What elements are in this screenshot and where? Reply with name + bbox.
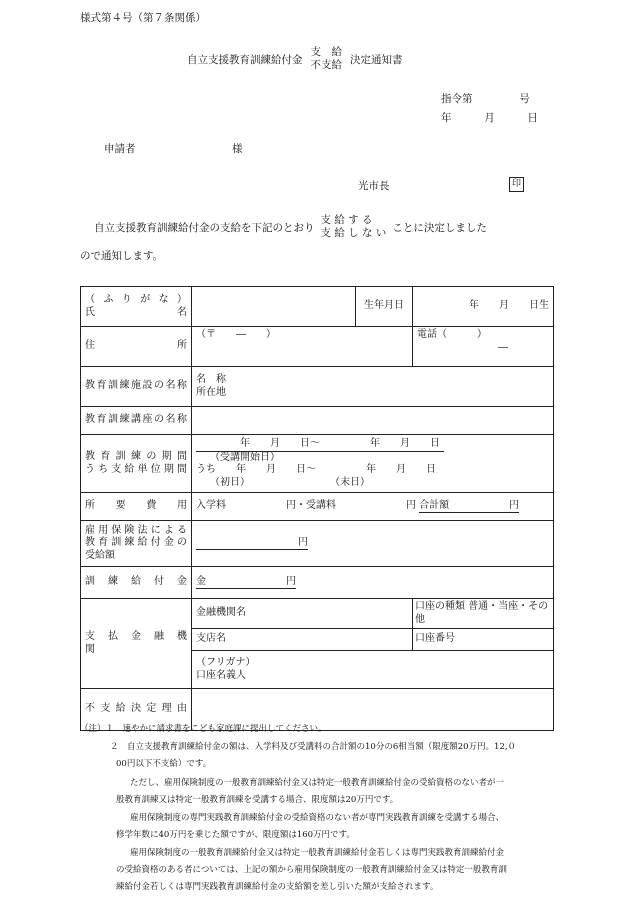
title-suffix: 決定通知書 — [350, 53, 403, 66]
facility-label: 教育訓練施設の名称 — [81, 367, 192, 407]
branch-label: 支店名 — [196, 633, 226, 645]
ref-year: 年 — [441, 112, 452, 124]
title-option-deny: 不支給 — [310, 59, 342, 72]
ei-value: 円 — [196, 537, 308, 551]
form-number: 様式第４号（第７条関係） — [80, 12, 206, 24]
note-3-cont: 般教育訓練又は特定一般教育訓練を受講する場合、限度額は20万円です。 — [116, 795, 399, 805]
ei-label2: 教育訓練給付金の — [85, 537, 187, 549]
account-type-options: 普通・当座・その他 — [415, 601, 549, 625]
reference-date — [441, 110, 538, 125]
cost-admission: 入学料 円・受講料 円 — [196, 499, 416, 511]
reference-suffix: 号 — [519, 93, 530, 105]
ei-label1: 雇用保険法による — [85, 524, 187, 536]
reason-label: 不支給決定理由 — [81, 689, 192, 731]
issuer-name: 光市長 — [358, 180, 390, 192]
row-address — [81, 327, 554, 367]
holder-kana-label: （フリガナ） — [196, 657, 256, 668]
birth-label: 生年月日 — [356, 287, 413, 327]
applicant-label: 申請者 — [104, 143, 136, 155]
account-type-label: 口座の種類 — [415, 601, 465, 612]
row-course — [81, 407, 554, 435]
benefit-label: 訓 練 給 付 金 — [81, 567, 192, 599]
note-2: ２ 自立支援教育訓練給付金の額は、入学料及び受講料の合計額の10分の6相当額（限度額20万円。12,０ — [110, 742, 517, 752]
applicant-honorific: 様 — [232, 143, 243, 155]
title-prefix: 自立支援教育訓練給付金 — [187, 53, 303, 66]
facility-field[interactable] — [192, 367, 554, 407]
ref-month: 月 — [484, 112, 495, 124]
ref-day: 日 — [527, 112, 538, 124]
name-field[interactable] — [192, 287, 356, 327]
period-line1: 年 月 日～ 年 月 日 — [196, 438, 444, 452]
issuer-seal: 印 — [509, 177, 524, 192]
period-label-cell — [81, 435, 192, 493]
body-after: ことに決定しました — [392, 221, 487, 234]
row-name — [81, 287, 554, 327]
holder-field[interactable] — [192, 651, 554, 689]
ei-label-cell — [81, 521, 192, 567]
note-5: 雇用保険制度の一般教育訓練給付金又は特定一般教育訓練給付金若しくは専門実践教育訓練給付金 — [130, 848, 505, 858]
period-line3: うち 年 月 日～ 年 月 日 — [196, 464, 436, 475]
cost-label: 所 要 費 用 — [81, 493, 192, 521]
ei-label3: 受給額 — [85, 549, 115, 561]
address-label: 住 所 — [81, 327, 192, 367]
body-option-deny: 支 給 し な い — [320, 227, 387, 240]
decision-form-table — [80, 286, 554, 731]
notice-body — [94, 214, 487, 240]
branch-field[interactable] — [192, 629, 413, 651]
title-options — [311, 46, 343, 72]
period-start-note: （受講開始日） — [210, 451, 280, 463]
body-option-grant: 支 給 す る — [320, 214, 373, 226]
row-period — [81, 435, 554, 493]
note-2-cont: 00円以下不支給）です。 — [116, 759, 212, 769]
note-5-cont2: 練給付金若しくは専門実践教育訓練給付金の支給額を差し引いた額が支給されます。 — [116, 882, 439, 892]
ei-field[interactable] — [192, 521, 554, 567]
body-line2: ので通知します。 — [80, 250, 164, 262]
birth-value: 年 月 日生 — [469, 300, 549, 312]
phone-dash: ― — [498, 341, 508, 353]
cost-total: 合計額 円 — [419, 500, 519, 514]
account-number-field[interactable] — [413, 629, 554, 651]
furigana-label: （ ふ り が な ） — [85, 294, 187, 305]
name-label-cell — [81, 287, 192, 327]
row-ei — [81, 521, 554, 567]
document-title — [187, 46, 403, 72]
phone-field[interactable] — [413, 327, 554, 367]
row-cost — [81, 493, 554, 521]
row-facility — [81, 367, 554, 407]
note-4-cont: 修学年数に40万円を乗じた額ですが、限度額は160万円です。 — [116, 830, 355, 840]
facility-name-label: 名 称 — [196, 374, 226, 385]
bank-label: 支 払 金 融 機 関 — [81, 599, 192, 689]
holder-label: 口座名義人 — [196, 669, 246, 681]
cost-field[interactable] — [192, 493, 554, 521]
phone-label: 電話（ ） — [417, 329, 487, 340]
reference-prefix: 指令第 — [441, 93, 473, 105]
note-1: （注）１ 速やかに請求書をこども家庭課に提出してください。 — [80, 724, 327, 734]
name-label: 氏 名 — [85, 306, 187, 318]
note-3: ただし、雇用保険制度の一般教育訓練給付金又は特定一般教育訓練給付金の受給資格のない者が一 — [130, 778, 505, 788]
facility-location-label: 所在地 — [196, 386, 226, 398]
period-label: 教 育 訓 練 の 期 間 — [85, 451, 187, 462]
note-4: 雇用保険制度の専門実践教育訓練給付金の受給資格のない者が専門実践教育訓練を受講する場合、 — [130, 813, 505, 823]
account-number-label: 口座番号 — [415, 633, 455, 645]
note-5-cont1: の受給資格のある者については、上記の額から雇用保険制度の一般教育訓練給付金又は特定一般教育訓 — [116, 865, 507, 875]
reference-number — [441, 91, 530, 106]
course-label: 教育訓練講座の名称 — [81, 407, 192, 435]
benefit-field[interactable] — [192, 567, 554, 599]
benefit-value: 金 円 — [196, 576, 296, 590]
row-bank1 — [81, 599, 554, 629]
postal-code: （〒 ― ） — [196, 329, 276, 340]
bank-name-field[interactable] — [192, 599, 413, 629]
account-type-field[interactable] — [413, 599, 554, 629]
period-end-note: （初日） （末日） — [210, 476, 370, 488]
body-before: 自立支援教育訓練給付金の支給を下記のとおり — [94, 221, 315, 234]
birth-field[interactable] — [413, 287, 554, 327]
course-field[interactable] — [192, 407, 554, 435]
bank-name-label: 金融機関名 — [196, 607, 246, 619]
address-field[interactable] — [192, 327, 413, 367]
body-options — [321, 214, 387, 240]
period-field[interactable] — [192, 435, 554, 493]
row-benefit — [81, 567, 554, 599]
period-unit-label: うち支給単位期間 — [85, 463, 187, 475]
title-option-grant: 支 給 — [310, 46, 342, 58]
